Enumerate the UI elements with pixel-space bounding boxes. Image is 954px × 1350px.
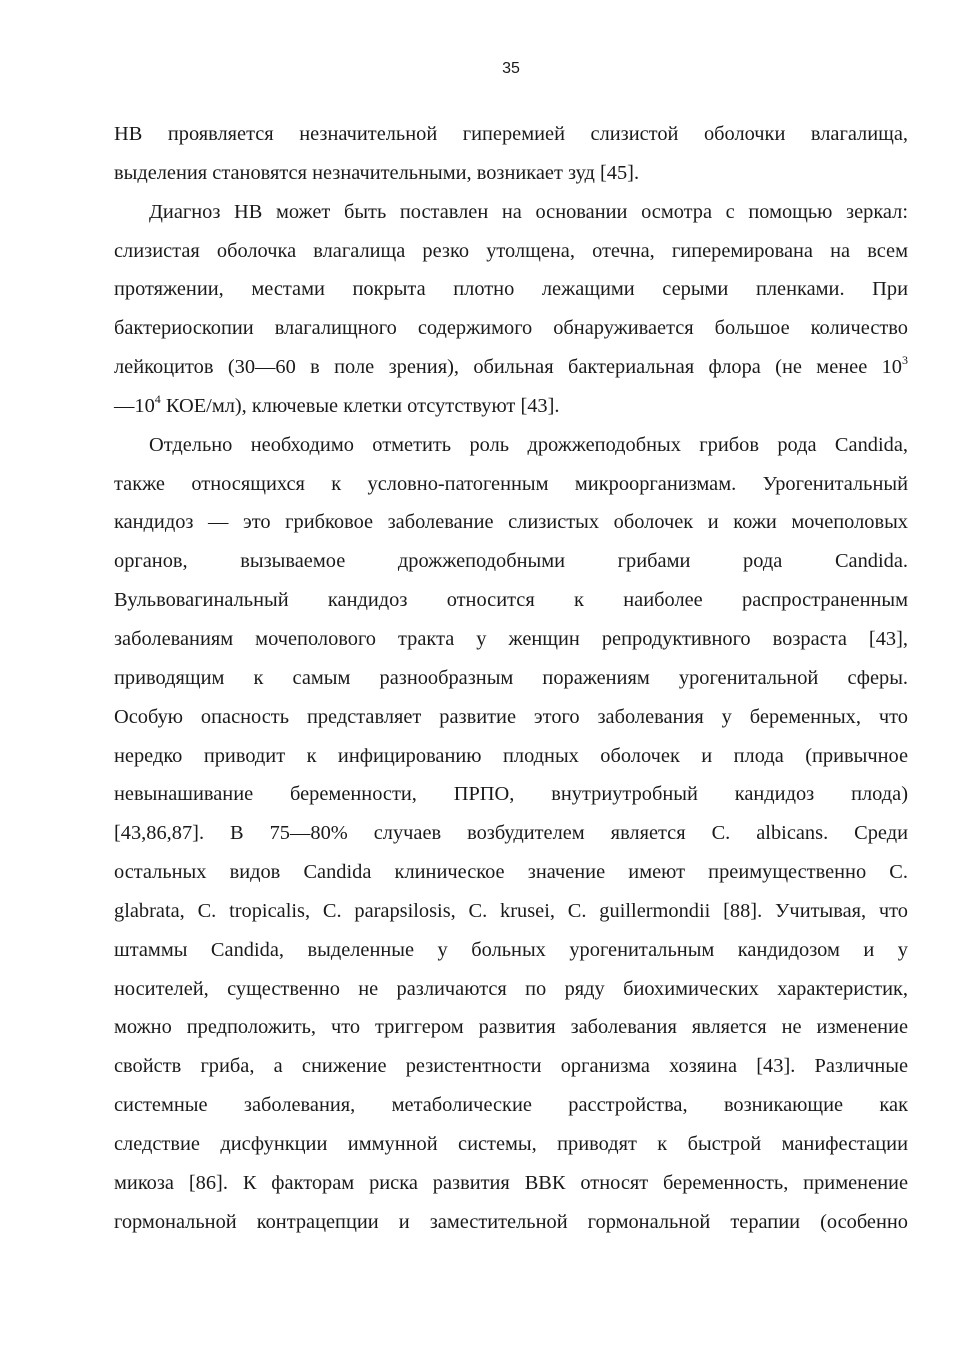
paragraph-3-line-6: заболеваниям мочеполового тракта у женщин репродуктивного возраста [43], (114, 627, 908, 650)
paragraph-3-line-10: невынашивание беременности, ПРПО, внутриутробный кандидоз плода) (114, 783, 908, 806)
paragraph-3-line-15: носителей, существенно не различаются по ряду биохимических характеристик, (114, 977, 908, 1000)
paragraph-3-line-8: Особую опасность представляет развитие этого заболевания у беременных, что (114, 705, 908, 728)
paragraph-3-line-21: гормональной контрацепции и заместительной гормональной терапии (особенно (114, 1210, 908, 1233)
paragraph-3-line-16: можно предположить, что триггером развития заболевания является не изменение (114, 1016, 908, 1039)
paragraph-2-line-5 (114, 348, 908, 387)
paragraph-3-line-7: приводящим к самым разнообразным поражениям урогенитальной сферы. (114, 666, 908, 689)
paragraph-1-line-2: выделения становятся незначительными, возникает зуд [45]. (114, 161, 640, 184)
paragraph-2-line-4: бактериоскопии влагалищного содержимого обнаруживается большое количество (114, 317, 908, 340)
paragraph-3-line-5: Вульвовагинальный кандидоз относится к наиболее распространенным (114, 589, 908, 612)
paragraph-2-line-6-end: КОЕ/мл), ключевые клетки отсутствуют [43]. (160, 394, 560, 417)
paragraph-3-line-12: остальных видов Candida клиническое значение имеют преимущественно C. (114, 861, 908, 884)
paragraph-3-line-19: следствие дисфункции иммунной системы, приводят к быстрой манифестации (114, 1132, 908, 1155)
superscript-exponent-4: 4 (154, 391, 161, 406)
paragraph-3-line-2: также относящихся к условно-патогенным микроорганизмам. Урогенитальный (114, 472, 908, 495)
paragraph-3-line-3: кандидоз — это грибковое заболевание слизистых оболочек и кожи мочеполовых (114, 511, 908, 534)
paragraph-3-line-9: нередко приводит к инфицированию плодных оболочек и плода (привычное (114, 744, 908, 767)
paragraph-2-line-6-start: —10 (114, 394, 155, 417)
paragraph-2-line-2: слизистая оболочка влагалища резко утолщена, отечна, гиперемирована на всем (114, 239, 908, 262)
paragraph-2-line-6 (114, 387, 908, 426)
superscript-exponent-3: 3 (902, 353, 908, 368)
paragraph-3-line-11: [43,86,87]. В 75—80% случаев возбудителем является C. albicans. Среди (114, 822, 908, 845)
page-number: 35 (502, 60, 520, 77)
paragraph-3-line-14: штаммы Candida, выделенные у больных урогенитальным кандидозом и у (114, 938, 908, 961)
paragraph-3-line-1: Отдельно необходимо отметить роль дрожжеподобных грибов рода Candida, (149, 433, 908, 456)
text-body (114, 115, 908, 1241)
paragraph-2-line-1: Диагноз НВ может быть поставлен на основании осмотра с помощью зеркал: (149, 200, 908, 223)
paragraph-3-line-20: микоза [86]. К факторам риска развития ВВК относят беременность, применение (114, 1171, 908, 1194)
paragraph-2-line-3: протяжении, местами покрыта плотно лежащими серыми пленками. При (114, 278, 908, 301)
paragraph-2-line-5-text: лейкоцитов (30—60 в поле зрения), обильная бактериальная флора (не менее 10 (114, 356, 902, 379)
paragraph-3-line-17: свойств гриба, а снижение резистентности организма хозяина [43]. Различные (114, 1055, 908, 1078)
paragraph-3-line-13: glabrata, C. tropicalis, C. parapsilosis, C. krusei, C. guillermondii [88]. Учитывая, что (114, 899, 908, 922)
paragraph-1-line-1: НВ проявляется незначительной гиперемией слизистой оболочки влагалища, (114, 123, 908, 145)
paragraph-3-line-4: органов, вызываемое дрожжеподобными грибами рода Candida. (114, 550, 908, 573)
paragraph-3-line-18: системные заболевания, метаболические расстройства, возникающие как (114, 1094, 908, 1117)
